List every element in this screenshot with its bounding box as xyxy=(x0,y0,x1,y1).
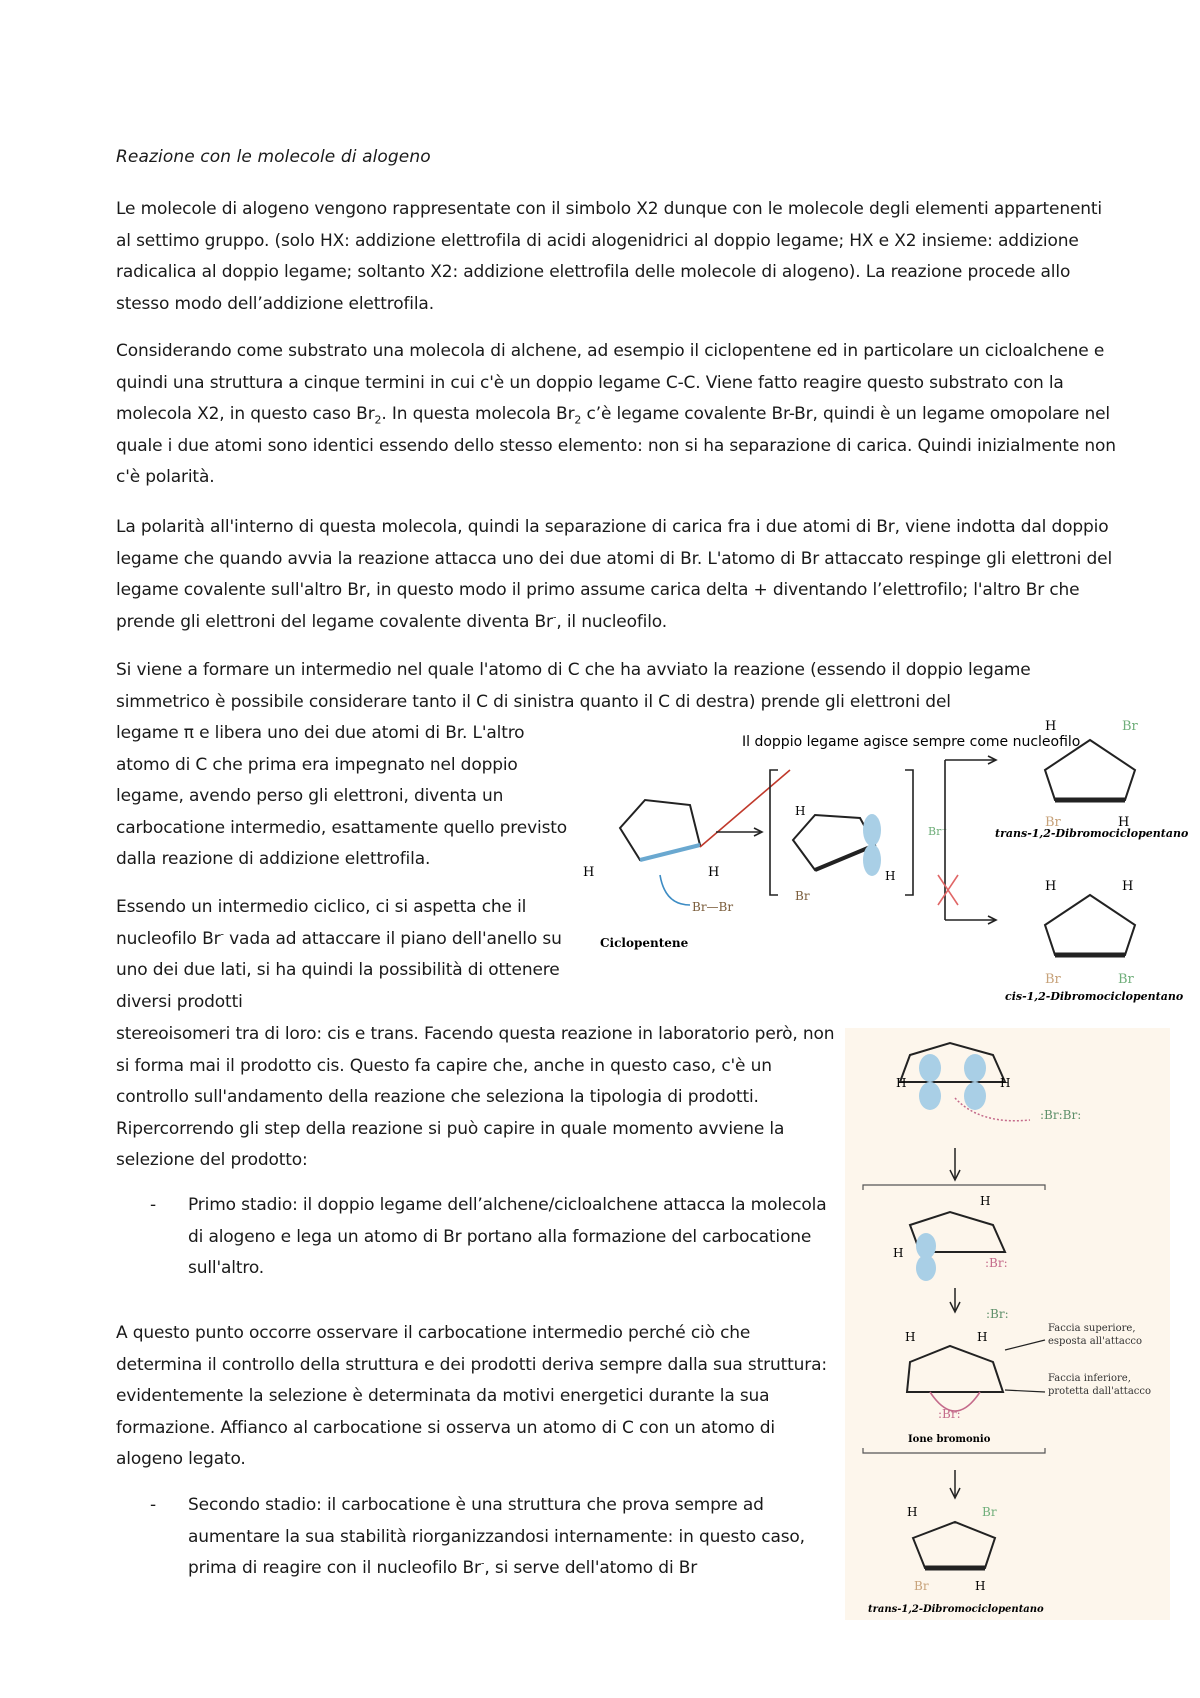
paragraph-intermediate: legame π e libera uno dei due atomi di Br. L'altro atomo di C che prima era impegnato nel doppio legame, avendo perso gli elettroni, diventa un carbocatione intermedio, esattamente quello previsto dalla reazione di addizione elettrofila. xyxy=(116,723,568,870)
atom-br-label: Br xyxy=(982,1505,997,1519)
top-face-annotation: Faccia superiore, esposta all'attacco xyxy=(1048,1323,1143,1347)
atom-h-label: H xyxy=(885,869,896,883)
p-orbital xyxy=(919,1082,941,1110)
callout-arrow xyxy=(700,770,790,847)
cis-product xyxy=(1045,895,1135,955)
atom-h-label: H xyxy=(980,1194,991,1208)
bromonium-figure xyxy=(845,1028,1170,1620)
carbocation-intermediate xyxy=(793,815,875,870)
p-orbital xyxy=(964,1054,986,1082)
bromine-reagent: Br—Br xyxy=(692,900,734,914)
paragraph-substrate: Considerando come substrato una molecola di alchene, ad esempio il ciclopentene ed in particolare un cicloalchene e quindi una struttura a cinque termini in cui c'è un doppio legame C-C. Viene fatto reagire questo substrato con la molecola X2, in questo caso $Br_2$. In questa molecola $Br_2$ c’è legame covalente Br-Br, quindi è un legame omopolare nel quale i due atomi sono identici essendo dello stesso elemento: non si ha separazione di carica. Quindi inizialmente non c'è polarità. xyxy=(116,341,1116,488)
atom-br-label: Br xyxy=(1045,972,1061,987)
bottom-face-annotation: Faccia inferiore, protetta dall'attacco xyxy=(1048,1373,1152,1397)
atom-br-label: Br xyxy=(795,889,810,903)
bullet-first-stage: Primo stadio: il doppio legame dell’alchene/cicloalchene attacca la molecola di alogeno e lega un atomo di Br portano alla formazione del carbocatione sull'altro. xyxy=(188,1195,827,1279)
atom-h-label: H xyxy=(905,1330,916,1344)
paragraph-intro: Le molecole di alogeno vengono rappresentate con il simbolo X2 dunque con le molecole degli elementi appartenenti al settimo gruppo. (solo HX: addizione elettrofila di acidi alogenidrici al doppio legame; HX e X2 insieme: addizione radicalica al doppio legame; soltanto X2: addizione elettrofila delle molecole di alogeno). La reazione procede allo stesso modo dell’addizione elettrofila. xyxy=(116,199,1102,314)
p-orbital xyxy=(916,1255,936,1281)
bromonium-label: Ione bromonio xyxy=(908,1434,991,1445)
bullet-second-stage: Secondo stadio: il carbocatione è una struttura che prova sempre ad aumentare la sua stabilità riorganizzandosi internamente: in questo caso, prima di reagire con il nucleofilo Br-, si serve dell'atomo di Br xyxy=(188,1495,805,1579)
final-product-label: trans-1,2-Dibromociclopentano xyxy=(868,1604,1044,1615)
atom-br-label: Br xyxy=(1045,815,1061,830)
bullet-marker: - xyxy=(150,1195,157,1215)
paragraph-cyclic: Essendo un intermedio ciclico, ci si aspetta che il nucleofilo Br- vada ad attaccare il piano dell'anello su uno dei due lati, si ha quindi la possibilità di ottenere diversi prodotti xyxy=(116,897,562,1012)
paragraph-polarity: La polarità all'interno di questa molecola, quindi la separazione di carica fra i due atomi di Br, viene indotta dal doppio legame che quando avvia la reazione attacca uno dei due atomi di Br. L'atomo di Br attaccato respinge gli elettroni del legame covalente sull'altro Br, in questo modo il primo assume carica delta + diventando l’elettrofilo; l'altro Br che prende gli elettroni del legame covalente diventa Br-, il nucleofilo. xyxy=(116,517,1113,632)
paragraph-intermediate-intro: Si viene a formare un intermedio nel quale l'atomo di C che ha avviato la reazione (essendo il doppio legame simmetrico è possibile considerare tanto il C di sinistra quanto il C di destra) prende gli elettroni del xyxy=(116,660,1031,712)
paragraph-stereoisomers: stereoisomeri tra di loro: cis e trans. Facendo questa reazione in laboratorio però, non si forma mai il prodotto cis. Questo fa capire che, anche in questo caso, c'è un controllo sull'andamento della reazione che seleziona la tipologia di prodotti. Ripercorrendo gli step della reazione si può capire in quale momento avviene la selezione del prodotto: xyxy=(116,1024,835,1171)
atom-h-label: H xyxy=(977,1330,988,1344)
atom-h-label: H xyxy=(1045,719,1057,734)
atom-h-label: H xyxy=(1000,1076,1011,1090)
atom-h-label: H xyxy=(708,865,720,880)
substrate-label: Ciclopentene xyxy=(600,936,689,950)
atom-br-label: Br xyxy=(1118,972,1134,987)
paragraph-carbocation: A questo punto occorre osservare il carbocatione intermedio perché ciò che determina il controllo della struttura e dei prodotti deriva sempre dalla sua struttura: evidentemente la selezione è determinata da motivi energetici durante la sua formazione. Affianco al carbocatione si osserva un atomo di C con un atomo di alogeno legato. xyxy=(116,1323,827,1470)
bromine-reagent: :Br:Br: xyxy=(1040,1108,1082,1122)
substrate-cyclopentene xyxy=(620,800,700,860)
electron-arrow xyxy=(660,875,690,905)
bromide-attacker: Br⁻ xyxy=(928,825,948,838)
atom-h-label: H xyxy=(1118,815,1130,830)
atom-br-label: Br xyxy=(914,1579,929,1593)
atom-h-label: H xyxy=(893,1246,904,1260)
atom-h-label: H xyxy=(795,804,806,818)
atom-h-label: H xyxy=(896,1076,907,1090)
bromide-attacker: :Br: xyxy=(986,1307,1009,1321)
section-heading: Reazione con le molecole di alogeno xyxy=(116,147,431,167)
blocked-path-mark xyxy=(938,875,958,905)
bridging-bromine: :Br: xyxy=(938,1407,961,1421)
p-orbital xyxy=(964,1082,986,1110)
bullet-marker: - xyxy=(150,1495,157,1515)
mechanism-figure xyxy=(575,700,1195,1010)
atom-h-label: H xyxy=(1122,879,1134,894)
p-orbital-top xyxy=(863,814,881,846)
p-orbital xyxy=(919,1054,941,1082)
p-orbital-bottom xyxy=(863,844,881,876)
trans-product-label: trans-1,2-Dibromociclopentano xyxy=(995,827,1189,840)
cis-product-label: cis-1,2-Dibromociclopentano xyxy=(1005,990,1184,1003)
callout-note: Il doppio legame agisce sempre come nucleofilo xyxy=(742,734,1081,750)
atom-br-label: Br xyxy=(1122,719,1138,734)
atom-h-label: H xyxy=(975,1579,986,1593)
atom-h-label: H xyxy=(583,865,595,880)
atom-h-label: H xyxy=(907,1505,918,1519)
atom-h-label: H xyxy=(1045,879,1057,894)
bromide-attacker: :Br: xyxy=(985,1256,1008,1270)
